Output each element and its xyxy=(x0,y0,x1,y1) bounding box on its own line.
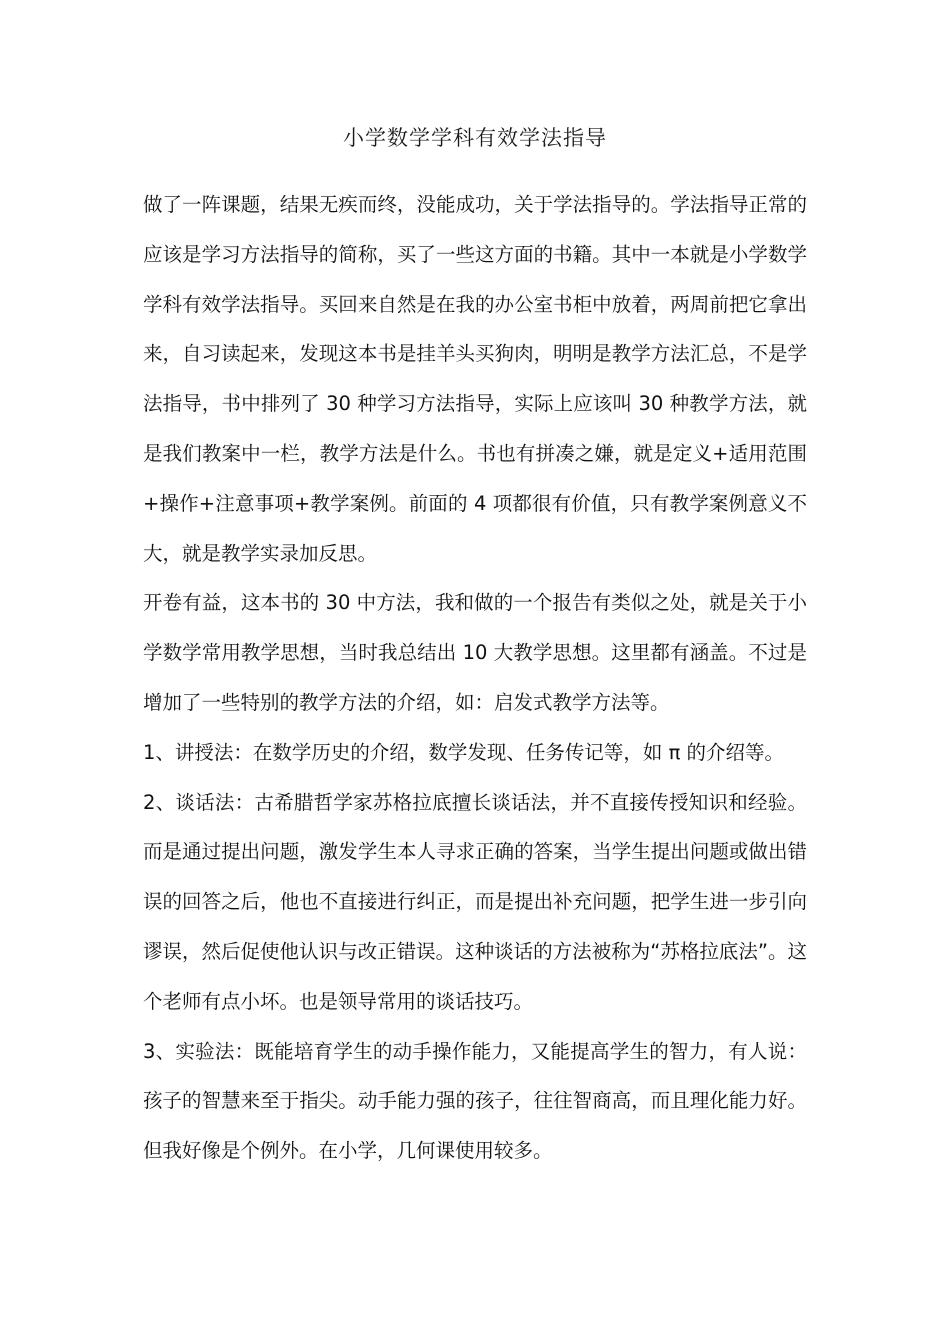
paragraph-intro: 做了一阵课题，结果无疾而终，没能成功，关于学法指导的。学法指导正常的应该是学习方法指导的简称，买了一些这方面的书籍。其中一本就是小学数学学科有效学法指导。买回来自然是在我的办公室书柜中放着，两周前把它拿出来，自习读起来，发现这本书是挂羊头买狗肉，明明是教学方法汇总，不是学法指导，书中排列了 30 种学习方法指导，实际上应该叫 30 种教学方法，就是我们教案中一栏，教学方法是什么。书也有拼凑之嫌，就是定义+适用范围+操作+注意事项+教学案例。前面的 4 项都很有价值，只有教学案例意义不大，就是教学实录加反思。 xyxy=(143,193,807,565)
paragraph-dialogue-method: 2、谈话法：古希腊哲学家苏格拉底擅长谈话法，并不直接传授知识和经验。而是通过提出问题，激发学生本人寻求正确的答案，当学生提出问题或做出错误的回答之后，他也不直接进行纠正，而是提出补充问题，把学生进一步引向谬误，然后促使他认识与改正错误。这种谈话的方法被称为“苏格拉底法”。这个老师有点小坏。也是领导常用的谈话技巧。 xyxy=(143,790,807,1013)
document-body xyxy=(143,180,807,1176)
paragraph-lecture-method: 1、讲授法：在数学历史的介绍，数学发现、任务传记等，如 π 的介绍等。 xyxy=(143,740,785,764)
paragraph-experiment-method: 3、实验法：既能培育学生的动手操作能力，又能提高学生的智力，有人说：孩子的智慧来至于指尖。动手能力强的孩子，往往智商高，而且理化能力好。但我好像是个例外。在小学，几何课使用较多。 xyxy=(143,1039,807,1163)
document-title: 小学数学学科有效学法指导 xyxy=(343,126,607,150)
paragraph-overview: 开卷有益，这本书的 30 中方法，我和做的一个报告有类似之处，就是关于小学数学常用教学思想，当时我总结出 10 大教学思想。这里都有涵盖。不过是增加了一些特别的教学方法的介绍，如：启发式教学方法等。 xyxy=(143,591,807,714)
